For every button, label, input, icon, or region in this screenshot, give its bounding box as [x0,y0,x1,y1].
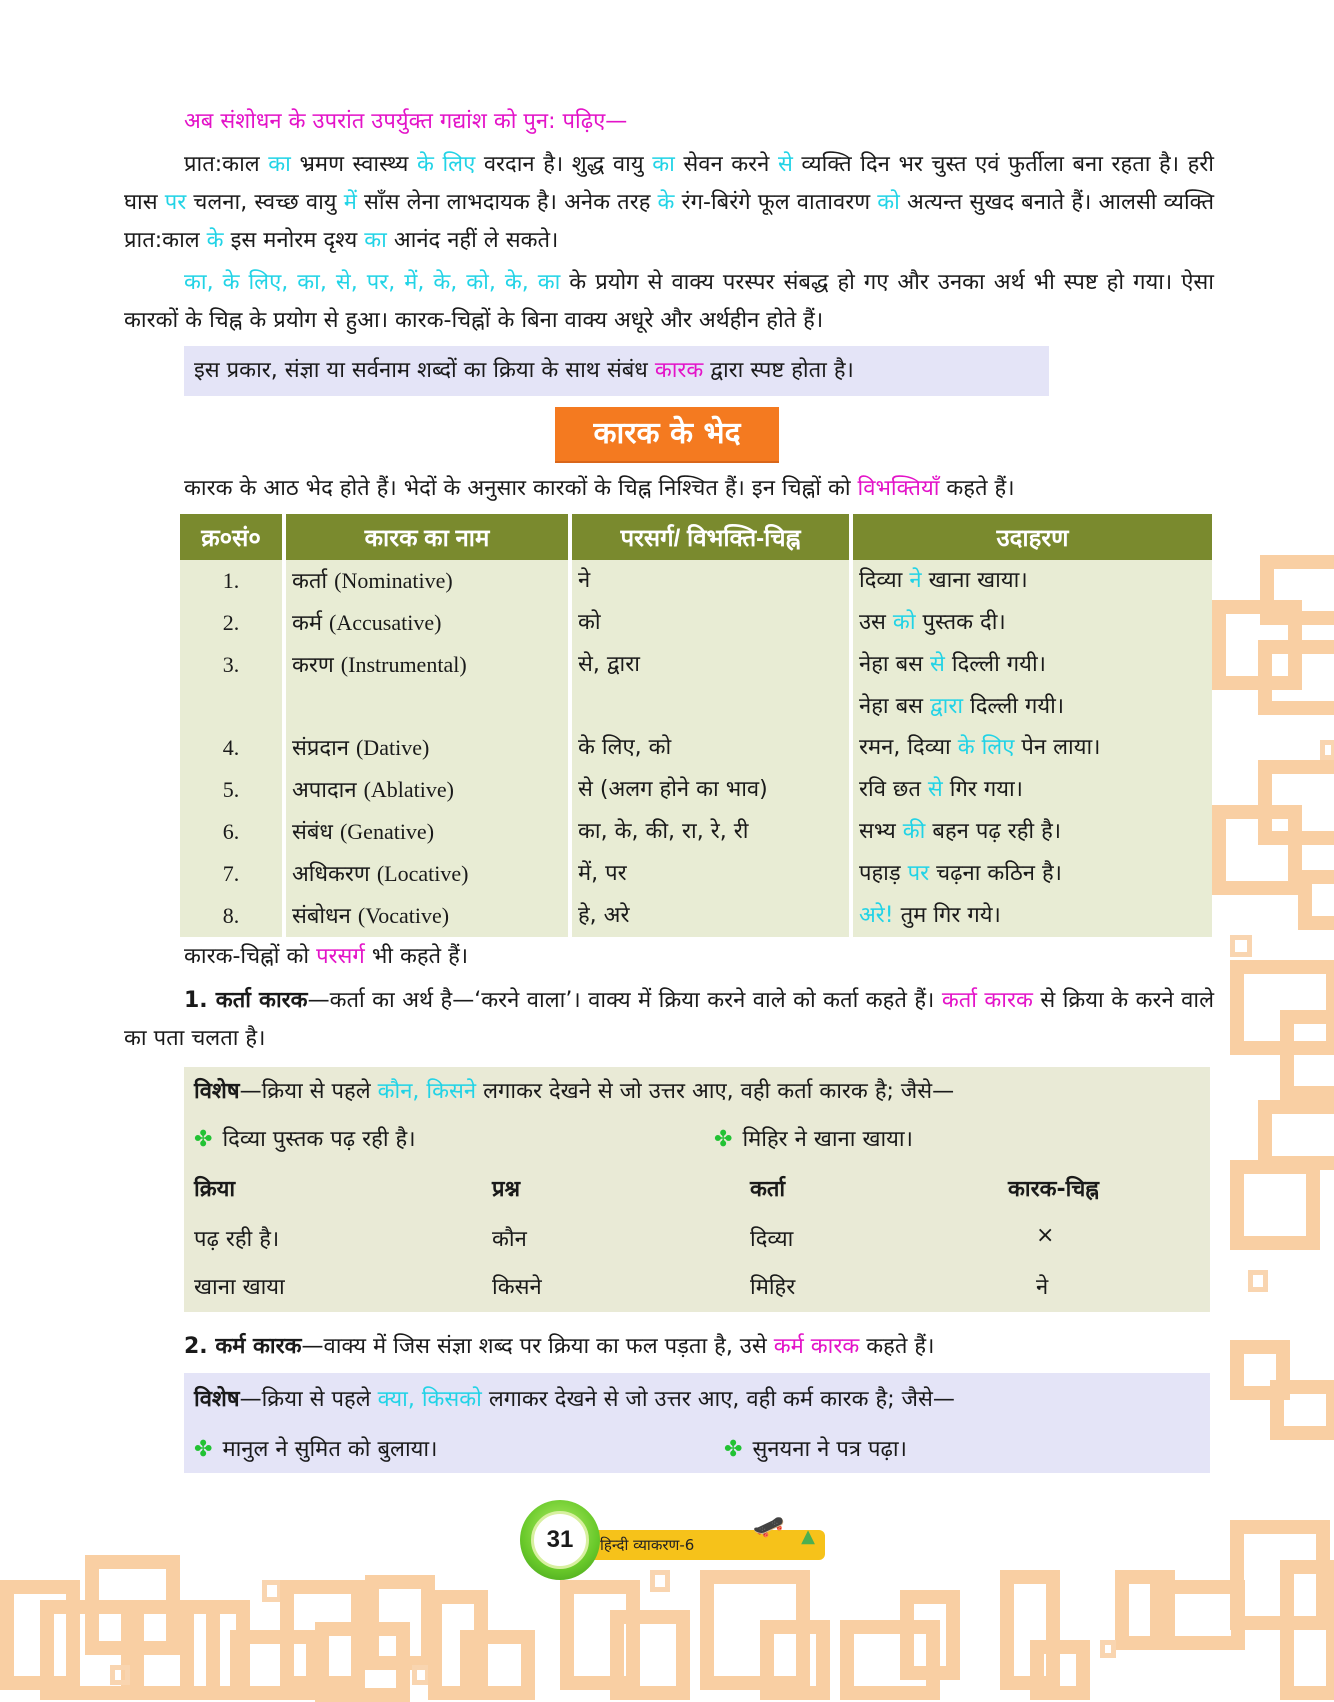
section-intro-end: कहते हैं। [939,476,1015,501]
karta-grid-row [194,1223,1208,1253]
paragraph-text: इस मनोरम दृश्य [223,228,365,253]
example-text: मिहिर ने खाना खाया। [742,1127,913,1152]
special-text-end: लगाकर देखने से जो उत्तर आए, वही कर्ता कारक है; जैसे— [476,1079,955,1104]
clover-bullet-icon: ✤ [724,1437,743,1462]
karta-highlight: कर्ता कारक [941,988,1033,1013]
serial-cell: 1. [180,560,282,602]
section-intro-text: कारक के आठ भेद होते हैं। भेदों के अनुसार कारकों के चिह्न निश्चित हैं। इन चिह्नों को [184,476,858,501]
serial-cell [180,686,282,727]
marker-cell: का, के, की, रा, रे, री [572,811,849,853]
table-row [180,686,1212,727]
marker-cell: से (अलग होने का भाव) [572,769,849,811]
grid-cell: ने [1036,1275,1049,1300]
paragraph-text: अत्यन्त सुखद बनाते हैं। आलसी व्यक्ति प्रात:काल [124,190,1214,253]
karta-definition [124,982,1214,1058]
example-cell: दिव्या ने खाना खाया। [853,560,1212,602]
footer-band [580,1512,825,1560]
table-row [180,560,1212,602]
table-row [180,769,1212,811]
table-row [180,895,1212,937]
paragraph-text: व्यक्ति दिन भर चुस्त एवं फुर्तीला बना रहता है। हरी घास [124,152,1215,215]
karta-text: —कर्ता का अर्थ है—‘करने वाला’। वाक्य में क्रिया करने वाले को कर्ता कहते हैं। [307,988,942,1013]
special-label: विशेष [194,1387,240,1412]
example-cell: रमन, दिव्या के लिए पेन लाया। [853,727,1212,769]
karak-name-cell: संप्रदान (Dative) [286,727,568,769]
table-row [180,727,1212,769]
karak-table [176,514,1216,937]
karak-marker: से [777,152,793,177]
book-title: हिन्दी व्याकरण-6 [600,1536,695,1554]
marker-cell [572,686,849,727]
parsarg-text: कारक-चिह्नों को [184,944,317,969]
tree-icon: ▲ [801,1526,815,1547]
special-text: —क्रिया से पहले [239,1387,378,1412]
markers-list: का, के लिए, का, से, पर, में, के, को, के, का [184,270,561,295]
grid-header-chihn: कारक-चिह्न [1008,1177,1099,1202]
karta-text-end: से क्रिया के करने वाले का पता चलता है। [124,988,1215,1051]
serial-cell: 7. [180,853,282,895]
karta-title: 1. कर्ता कारक [184,988,308,1013]
karak-marker: पर [164,190,187,215]
example-cell: सभ्य की बहन पढ़ रही है। [853,811,1212,853]
section-title-badge: कारक के भेद [555,407,779,461]
note-text: इस प्रकार, संज्ञा या सर्वनाम शब्दों का क्रिया के साथ संबंध [194,358,655,383]
example-text: मानुल ने सुमित को बुलाया। [222,1437,438,1462]
karak-name-cell: अपादान (Ablative) [286,769,568,811]
page-footer [520,1500,820,1580]
karma-text: —वाक्य में जिस संज्ञा शब्द पर क्रिया का फल पड़ता है, उसे [301,1334,774,1359]
intro-paragraph [124,146,1214,260]
paragraph-text: प्रात:काल [184,152,269,177]
grid-cell: खाना खाया [194,1275,285,1300]
table-row [180,644,1212,686]
example-cell: उस को पुस्तक दी। [853,602,1212,644]
clover-bullet-icon: ✤ [714,1127,733,1152]
intro-heading: अब संशोधन के उपरांत उपर्युक्त गद्यांश को पुन: पढ़िए— [184,109,628,134]
serial-cell: 5. [180,769,282,811]
karak-marker: को [877,190,900,215]
note-highlight: कारक [654,358,704,383]
karma-example-1 [194,1433,437,1463]
karma-definition [184,1330,934,1360]
markers-rest: के प्रयोग से वाक्य परस्पर संबद्ध हो गए और उनका अर्थ भी स्पष्ट हो गया। ऐसा कारकों के चिह्न के प्रयोग से हुआ। कारक-चिह्नों के बिना वाक्य अधूरे और अर्थहीन होते हैं। [124,270,1214,333]
paragraph-text: वरदान है। शुद्ध वायु [475,152,653,177]
note-text-end: द्वारा स्पष्ट होता है। [703,358,854,383]
definition-note-box [184,346,1049,396]
parsarg-highlight: परसर्ग [316,944,365,969]
karak-name-cell: संबंध (Genative) [286,811,568,853]
clover-bullet-icon: ✤ [194,1437,213,1462]
grid-cell: दिव्या [750,1227,794,1252]
karak-name-cell: कर्म (Accusative) [286,602,568,644]
markers-paragraph [124,264,1214,340]
karta-grid-header [194,1173,1208,1203]
special-text: —क्रिया से पहले [239,1079,378,1104]
marker-cell: से, द्वारा [572,644,849,686]
table-row [180,853,1212,895]
grid-cell: मिहिर [750,1275,796,1300]
header-serial: क्र०सं० [180,514,282,560]
karak-name-cell [286,686,568,727]
special-highlight: क्या, किसको [377,1387,482,1412]
karak-marker: के लिए [416,152,476,177]
example-cell: पहाड़ पर चढ़ना कठिन है। [853,853,1212,895]
paragraph-text: रंग-बिरंगे फूल वातावरण [674,190,878,215]
grid-header-prashna: प्रश्न [492,1177,521,1202]
example-cell: नेहा बस से दिल्ली गयी। [853,644,1212,686]
skateboard-kid-icon: 🛹 [752,1512,785,1542]
karak-marker: के [657,190,675,215]
paragraph-text: सेवन करने [674,152,778,177]
paragraph-text: साँस लेना लाभदायक है। अनेक तरह [356,190,658,215]
header-marker: परसर्ग/ विभक्ति-चिह्न [572,514,849,560]
section-intro-highlight: विभक्तियाँ [857,476,940,501]
paragraph-text: चलना, स्वच्छ वायु [186,190,344,215]
karak-marker: का [652,152,675,177]
paragraph-text: आनंद नहीं ले सकते। [386,228,559,253]
section-intro [184,472,1234,506]
clover-bullet-icon: ✤ [194,1127,213,1152]
grid-header-kriya: क्रिया [194,1177,236,1202]
example-cell: अरे! तुम गिर गये। [853,895,1212,937]
karak-marker: का [364,228,387,253]
grid-cell: × [1036,1223,1055,1248]
parsarg-text-end: भी कहते हैं। [364,944,469,969]
leaf-badge [520,1500,600,1580]
karta-special-box [184,1067,1210,1312]
special-highlight: कौन, किसने [377,1079,477,1104]
karta-example-1 [194,1123,416,1153]
karta-special-rule [194,1075,954,1105]
karak-name-cell: संबोधन (Vocative) [286,895,568,937]
marker-cell: हे, अरे [572,895,849,937]
serial-cell: 3. [180,644,282,686]
parsarg-note [184,940,468,970]
header-karak-name: कारक का नाम [286,514,568,560]
grid-header-karta: कर्ता [750,1177,786,1202]
karma-special-box [184,1373,1210,1473]
special-text-end: लगाकर देखने से जो उत्तर आए, वही कर्म कारक है; जैसे— [481,1387,955,1412]
example-cell: नेहा बस द्वारा दिल्ली गयी। [853,686,1212,727]
marker-cell: को [572,602,849,644]
table-header-row [180,514,1212,560]
grid-cell: पढ़ रही है। [194,1227,280,1252]
special-label: विशेष [194,1079,240,1104]
marker-cell: ने [572,560,849,602]
example-text: सुनयना ने पत्र पढ़ा। [752,1437,907,1462]
header-example: उदाहरण [853,514,1212,560]
karta-grid-row [194,1271,1208,1301]
karma-example-2 [724,1433,907,1463]
serial-cell: 6. [180,811,282,853]
karma-special-rule [194,1383,955,1413]
karma-title: 2. कर्म कारक [184,1334,302,1359]
table-row [180,811,1212,853]
grid-cell: कौन [492,1227,527,1252]
karak-name-cell: अधिकरण (Locative) [286,853,568,895]
marker-cell: के लिए, को [572,727,849,769]
example-text: दिव्या पुस्तक पढ़ रही है। [222,1127,416,1152]
karak-name-cell: करण (Instrumental) [286,644,568,686]
serial-cell: 2. [180,602,282,644]
marker-cell: में, पर [572,853,849,895]
table-body [180,560,1212,937]
table-row [180,602,1212,644]
serial-cell: 4. [180,727,282,769]
example-cell: रवि छत से गिर गया। [853,769,1212,811]
karta-example-2 [714,1123,913,1153]
karak-marker: के [206,228,224,253]
grid-cell: किसने [492,1275,542,1300]
serial-cell: 8. [180,895,282,937]
karak-marker: का [268,152,291,177]
karma-text-end: कहते हैं। [859,1334,935,1359]
paragraph-text: भ्रमण स्वास्थ्य [290,152,417,177]
karak-marker: में [343,190,357,215]
karma-highlight: कर्म कारक [773,1334,860,1359]
page-number: 31 [531,1511,589,1569]
karak-name-cell: कर्ता (Nominative) [286,560,568,602]
